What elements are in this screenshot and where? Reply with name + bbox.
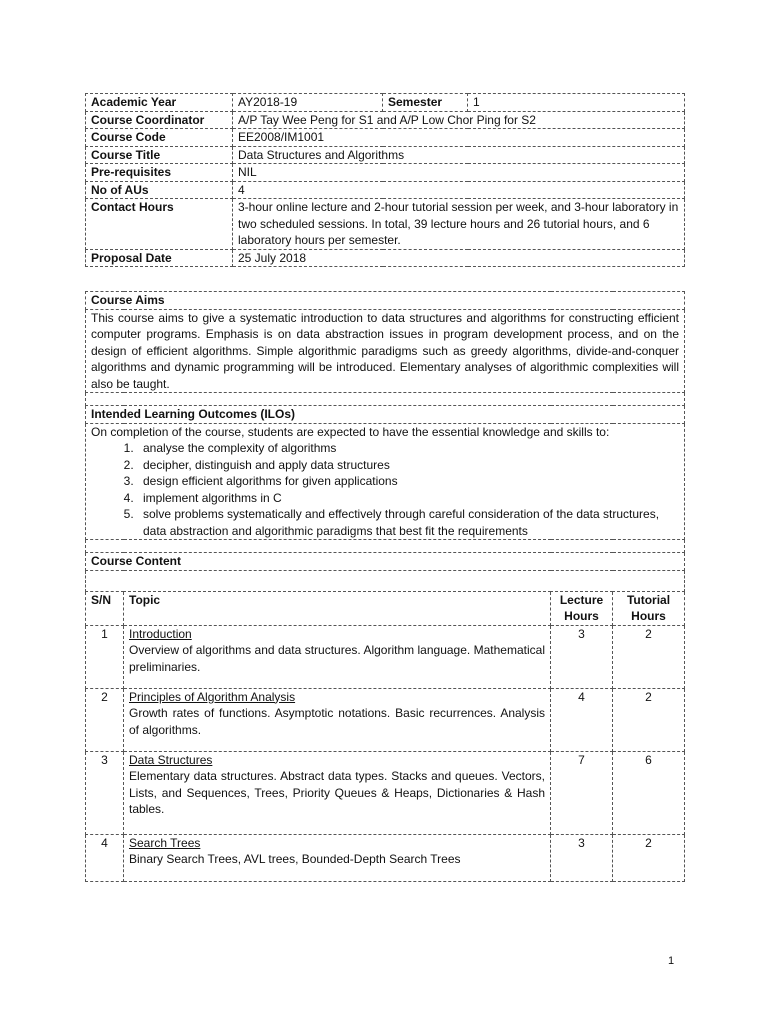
semester-label: Semester: [383, 94, 468, 112]
ilo-list: [91, 440, 679, 539]
content-row: [86, 751, 685, 834]
semester-value: 1: [468, 94, 685, 112]
row-topic-title: Introduction: [129, 626, 192, 641]
coordinator-row: [86, 111, 685, 129]
row-topic: [124, 751, 551, 834]
academic-year-label: Academic Year: [86, 94, 233, 112]
ilo-item: 1. analyse the complexity of algorithms: [137, 440, 679, 457]
col-topic-header: Topic: [124, 591, 551, 625]
coordinator-value: A/P Tay Wee Peng for S1 and A/P Low Chor Ping for S2: [233, 111, 685, 129]
contact-row: [86, 199, 685, 250]
row-topic-desc: Elementary data structures. Abstract data types. Stacks and queues. Vectors, Lists, and Sequences, Trees, Priority Queues & Heaps, Dictionaries & Hash tables.: [129, 769, 545, 816]
course-title-value: Data Structures and Algorithms: [233, 146, 685, 164]
ilo-item: 2. decipher, distinguish and apply data structures: [137, 457, 679, 474]
row-topic-title: Principles of Algorithm Analysis: [129, 689, 296, 704]
ilo-intro: On completion of the course, students are expected to have the essential knowledge and skills to:: [91, 424, 610, 439]
content-heading-row: [86, 553, 685, 571]
row-sn: 4: [86, 834, 124, 881]
row-topic-desc: Growth rates of functions. Asymptotic notations. Basic recurrences. Analysis of algorithms.: [129, 706, 545, 737]
academic-year-value: AY2018-19: [233, 94, 383, 112]
course-aims-text: This course aims to give a systematic introduction to data structures and algorithms for constructing efficient computer programs. Emphasis is on data abstraction issues in program development process, and on the design of efficient algorithms. Simple algorithmic paradigms such as greedy algorithms, divide-and-conquer algorithms and dynamic programming will be introduced. Elementary analyses of algorithmic complexities will also be taught.: [86, 309, 685, 393]
contact-hours-label: Contact Hours: [86, 199, 233, 250]
ilo-heading: Intended Learning Outcomes (ILOs): [86, 406, 685, 424]
course-code-value: EE2008/IM1001: [233, 129, 685, 147]
course-code-label: Course Code: [86, 129, 233, 147]
course-title-label: Course Title: [86, 146, 233, 164]
content-row: [86, 625, 685, 688]
spacer-row: [86, 393, 685, 406]
row-topic-title: Search Trees: [129, 835, 201, 850]
contact-hours-value: 3-hour online lecture and 2-hour tutorial session per week, and 3-hour laboratory in two scheduled sessions. In total, 39 lecture hours and 26 tutorial hours, and 6 laboratory hours per semester.: [233, 199, 685, 250]
course-content-heading: Course Content: [86, 553, 685, 571]
ilo-body: [86, 423, 685, 540]
row-sn: 1: [86, 625, 124, 688]
col-tutorial-header: Tutorial Hours: [613, 591, 685, 625]
row-tutorial-hours: 6: [613, 751, 685, 834]
row-sn: 2: [86, 688, 124, 751]
col-sn-header: S/N: [86, 591, 124, 625]
course-details-table: [85, 291, 685, 882]
prereq-value: NIL: [233, 164, 685, 182]
row-sn: 3: [86, 751, 124, 834]
ilo-heading-row: [86, 406, 685, 424]
aus-value: 4: [233, 181, 685, 199]
ilo-item: 3. design efficient algorithms for given applications: [137, 473, 679, 490]
ilo-item: 5. solve problems systematically and effectively through careful consideration of the data structures, data abstraction and algorithmic paradigms that best fit the requirements: [137, 506, 679, 539]
prereq-row: [86, 164, 685, 182]
content-row: [86, 834, 685, 881]
row-topic: [124, 688, 551, 751]
academic-year-row: [86, 94, 685, 112]
coordinator-label: Course Coordinator: [86, 111, 233, 129]
aus-label: No of AUs: [86, 181, 233, 199]
row-topic-title: Data Structures: [129, 752, 213, 767]
course-aims-heading: Course Aims: [86, 292, 685, 310]
spacer-row: [86, 540, 685, 553]
row-tutorial-hours: 2: [613, 834, 685, 881]
spacer-row: [86, 570, 685, 591]
row-lecture-hours: 3: [551, 625, 613, 688]
row-tutorial-hours: 2: [613, 688, 685, 751]
code-row: [86, 129, 685, 147]
aus-row: [86, 181, 685, 199]
content-header-row: [86, 591, 685, 625]
row-topic: [124, 834, 551, 881]
ilo-body-row: [86, 423, 685, 540]
row-tutorial-hours: 2: [613, 625, 685, 688]
proposal-date-value: 25 July 2018: [233, 249, 685, 267]
row-topic-desc: Overview of algorithms and data structures. Algorithm language. Mathematical preliminaries.: [129, 643, 545, 674]
aims-heading-row: [86, 292, 685, 310]
proposal-row: [86, 249, 685, 267]
page-number: 1: [668, 955, 675, 967]
col-lecture-header: Lecture Hours: [551, 591, 613, 625]
prereq-label: Pre-requisites: [86, 164, 233, 182]
row-topic-desc: Binary Search Trees, AVL trees, Bounded-Depth Search Trees: [129, 852, 461, 866]
row-lecture-hours: 3: [551, 834, 613, 881]
content-row: [86, 688, 685, 751]
row-topic: [124, 625, 551, 688]
aims-text-row: [86, 309, 685, 393]
ilo-item: 4. implement algorithms in C: [137, 490, 679, 507]
proposal-date-label: Proposal Date: [86, 249, 233, 267]
row-lecture-hours: 7: [551, 751, 613, 834]
row-lecture-hours: 4: [551, 688, 613, 751]
course-info-table: [85, 93, 685, 267]
title-row: [86, 146, 685, 164]
